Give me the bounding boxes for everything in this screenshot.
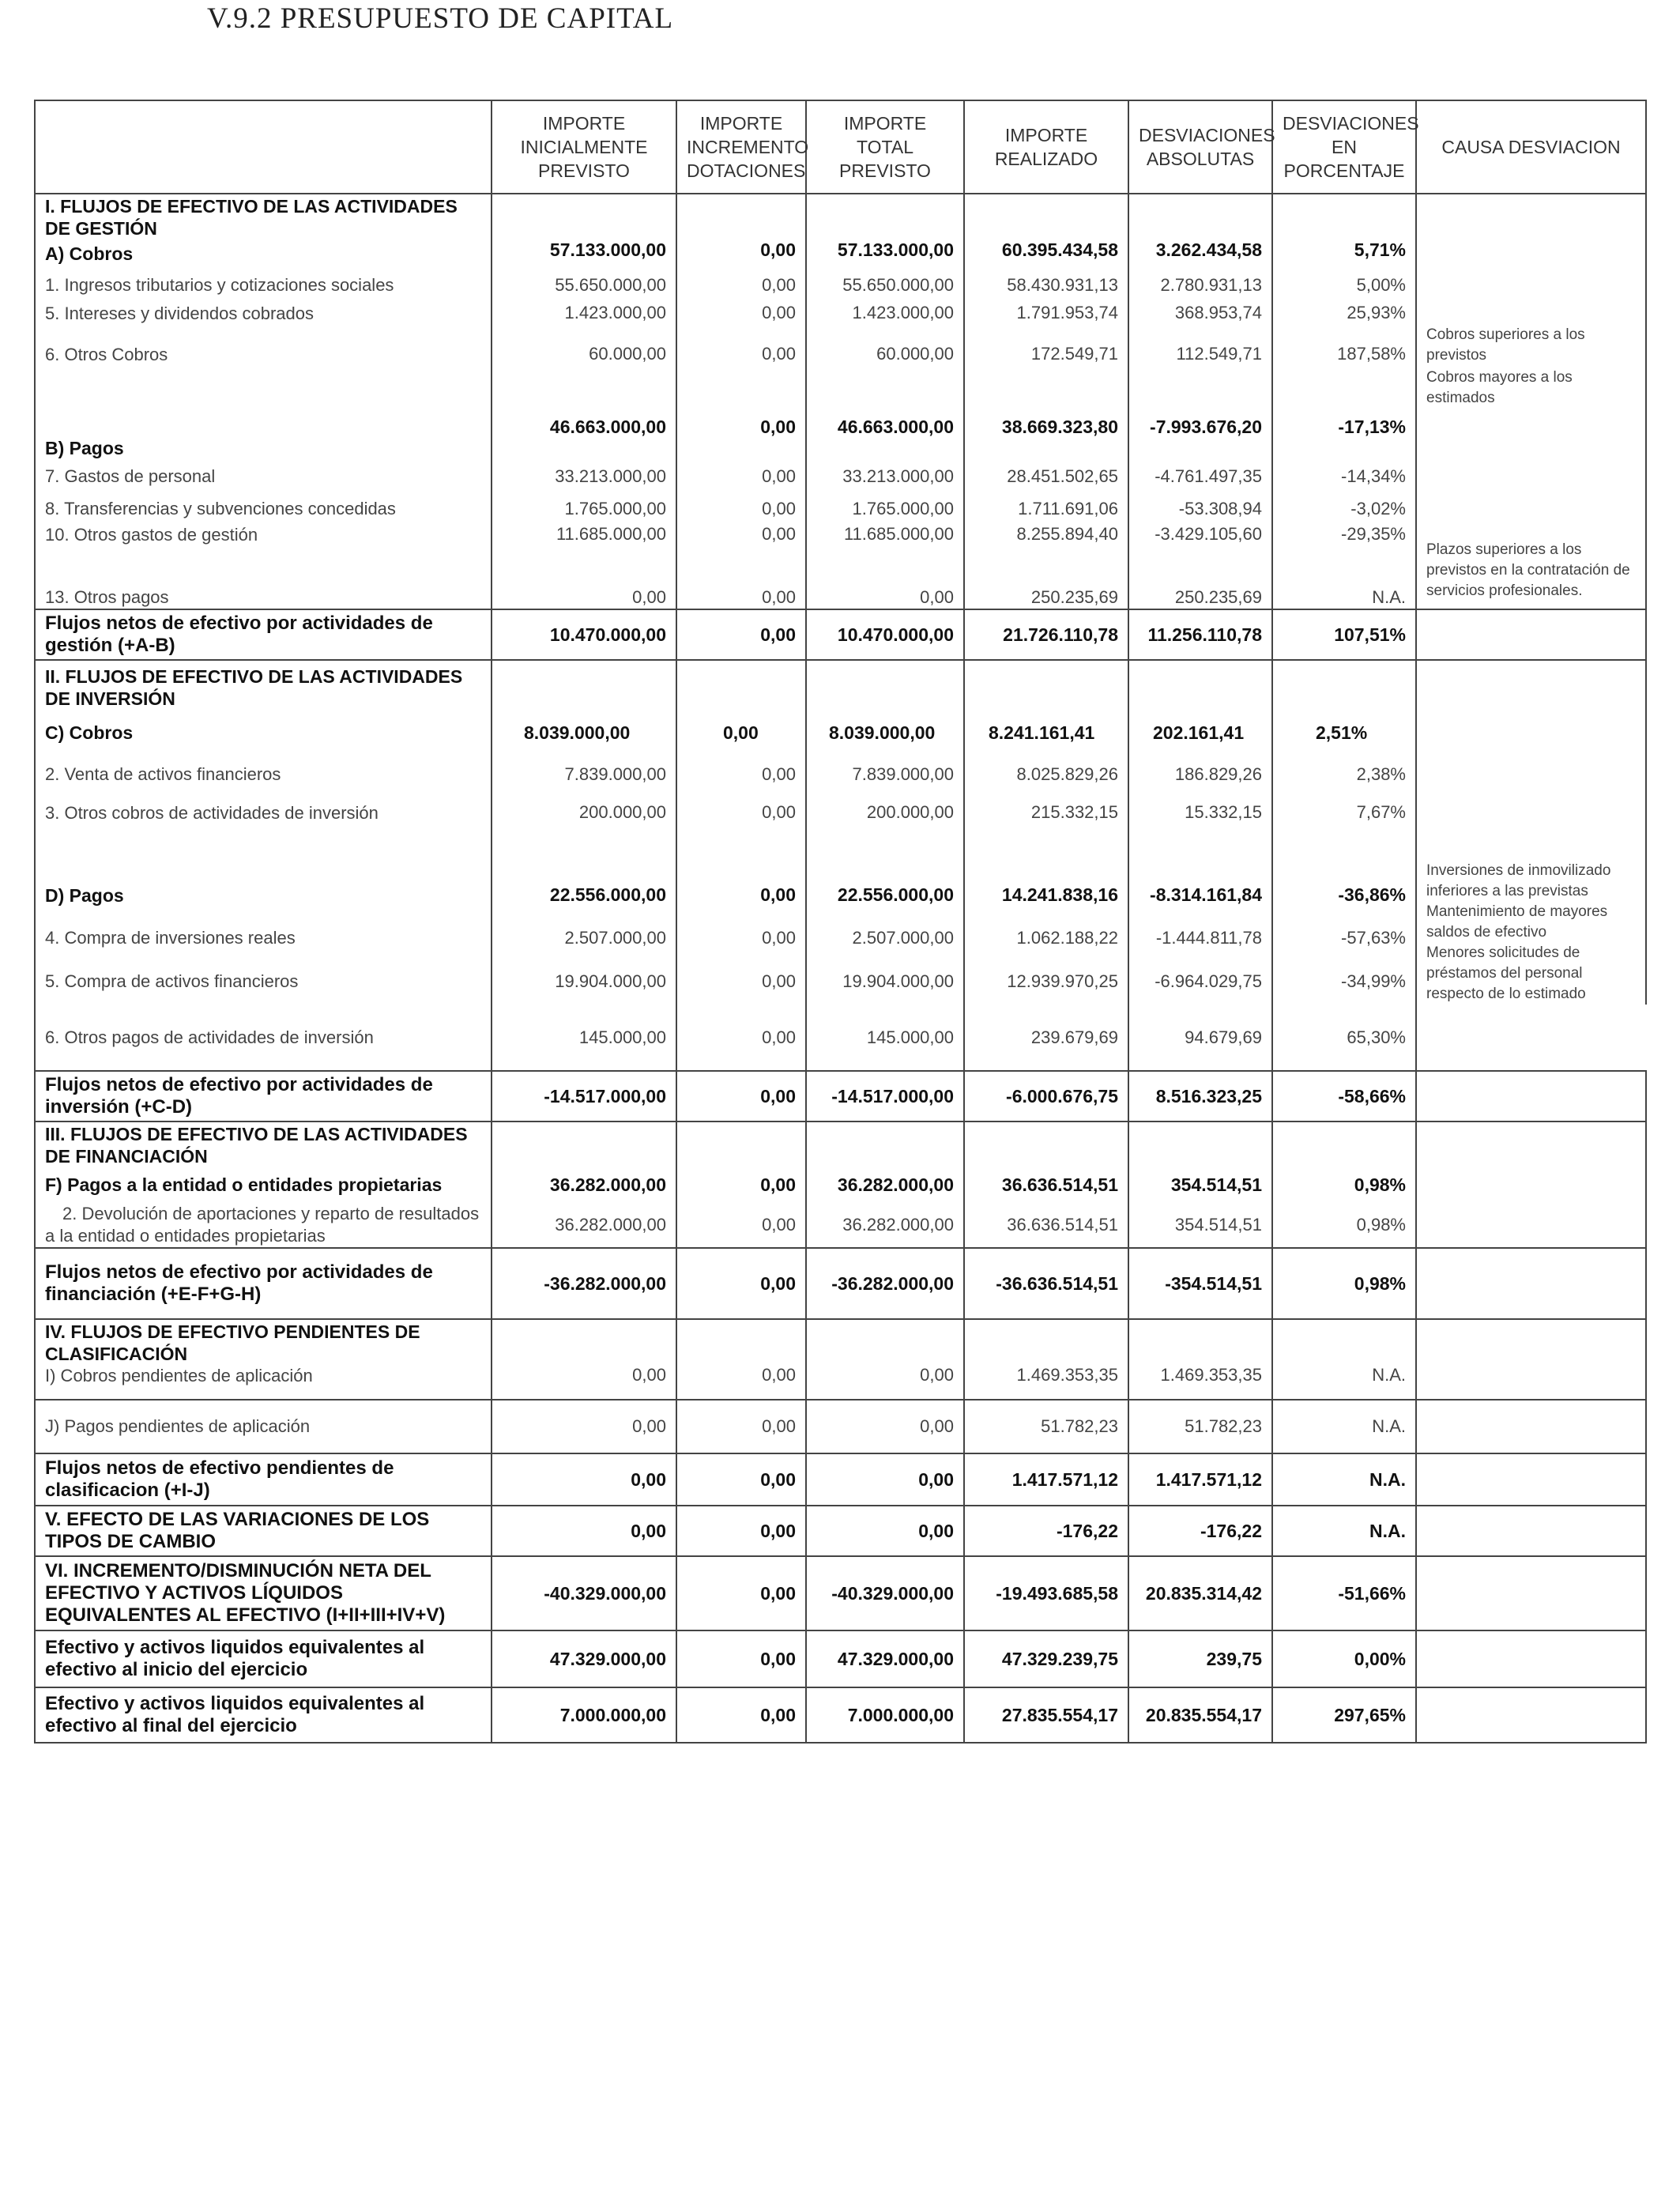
value-cell: 12.939.970,25 <box>964 959 1128 1005</box>
total-row <box>35 1556 1646 1630</box>
cause-note: Plazos superiores a los previstos en la contratación de servicios profesionales. <box>1426 541 1630 599</box>
row-label: I) Cobros pendientes de aplicación <box>35 1365 492 1400</box>
value-cell: 1.062.188,22 <box>964 917 1128 959</box>
value-cell: 0,00 <box>676 1005 806 1071</box>
value-cell: 51.782,23 <box>964 1400 1128 1453</box>
value-cell: 2,51% <box>1272 714 1416 752</box>
table-row <box>35 524 1646 586</box>
value-cell: 21.726.110,78 <box>964 609 1128 660</box>
table-row <box>35 752 1646 797</box>
row-label: 13. Otros pagos <box>35 586 492 609</box>
value-cell: N.A. <box>1272 586 1416 609</box>
value-cell: 0,00 <box>676 586 806 609</box>
value-cell: 1.423.000,00 <box>806 303 964 344</box>
value-cell: 28.451.502,65 <box>964 459 1128 494</box>
value-cell: 0,00 <box>676 239 806 268</box>
value-cell: 215.332,15 <box>964 797 1128 873</box>
value-cell: 0,00 <box>676 268 806 303</box>
row-label: 6. Otros pagos de actividades de inversión <box>35 1005 492 1071</box>
value-cell: 0,00 <box>676 752 806 797</box>
value-cell: 8.039.000,00 <box>492 714 676 752</box>
value-cell: 65,30% <box>1272 1005 1416 1071</box>
value-cell: 94.679,69 <box>1128 1005 1272 1071</box>
value-cell: 3.262.434,58 <box>1128 239 1272 268</box>
value-cell: 8.039.000,00 <box>806 714 964 752</box>
section-title: II. FLUJOS DE EFECTIVO DE LAS ACTIVIDADES DE INVERSIÓN <box>35 660 492 714</box>
value-cell: 36.282.000,00 <box>806 1167 964 1202</box>
row-label: J) Pagos pendientes de aplicación <box>35 1400 492 1453</box>
value-cell: 202.161,41 <box>1128 714 1272 752</box>
value-cell: -14,34% <box>1272 459 1416 494</box>
total-row <box>35 1506 1646 1556</box>
table-row <box>35 303 1646 344</box>
value-cell: -6.964.029,75 <box>1128 959 1272 1005</box>
value-cell: 0,00 <box>676 1167 806 1202</box>
value-cell: 1.417.571,12 <box>964 1453 1128 1506</box>
table-row <box>35 959 1646 1005</box>
value-cell: 200.000,00 <box>806 797 964 873</box>
value-cell: 368.953,74 <box>1128 303 1272 344</box>
table-row <box>35 1167 1646 1202</box>
cause-note: Cobros mayores a los estimados <box>1426 369 1573 406</box>
total-row <box>35 1248 1646 1319</box>
value-cell: 7.000.000,00 <box>492 1687 676 1743</box>
section-title: III. FLUJOS DE EFECTIVO DE LAS ACTIVIDADES DE FINANCIACIÓN <box>35 1122 492 1167</box>
value-cell: -53.308,94 <box>1128 494 1272 524</box>
value-cell: 60.395.434,58 <box>964 239 1128 268</box>
value-cell: 187,58% <box>1272 344 1416 417</box>
row-label: Flujos netos de efectivo por actividades de inversión (+C-D) <box>35 1071 492 1122</box>
value-cell: 239,75 <box>1128 1630 1272 1687</box>
page-title: V.9.2 PRESUPUESTO DE CAPITAL <box>207 2 674 35</box>
value-cell: -51,66% <box>1272 1556 1416 1630</box>
capital-budget-table <box>34 100 1647 1744</box>
value-cell: -36,86% <box>1272 873 1416 917</box>
value-cell: 0,00 <box>492 1506 676 1556</box>
value-cell: -40.329.000,00 <box>492 1556 676 1630</box>
value-cell: 46.663.000,00 <box>492 417 676 459</box>
value-cell: -7.993.676,20 <box>1128 417 1272 459</box>
row-label: Flujos netos de efectivo pendientes de clasificacion (+I-J) <box>35 1453 492 1506</box>
table-row <box>35 417 1646 459</box>
table-row <box>35 268 1646 303</box>
row-label: D) Pagos <box>35 873 492 917</box>
row-label: 7. Gastos de personal <box>35 459 492 494</box>
row-label: A) Cobros <box>35 239 492 268</box>
value-cell: 22.556.000,00 <box>806 873 964 917</box>
total-row <box>35 1453 1646 1506</box>
value-cell: 57.133.000,00 <box>492 239 676 268</box>
header-desviaciones-porcentaje: DESVIACIONES EN PORCENTAJE <box>1272 100 1416 194</box>
value-cell: 0,98% <box>1272 1248 1416 1319</box>
value-cell: 57.133.000,00 <box>806 239 964 268</box>
row-label: 10. Otros gastos de gestión <box>35 524 492 586</box>
value-cell: 10.470.000,00 <box>806 609 964 660</box>
header-row <box>35 100 1646 194</box>
value-cell: 8.241.161,41 <box>964 714 1128 752</box>
section-title-row <box>35 660 1646 714</box>
value-cell: 60.000,00 <box>492 344 676 417</box>
table-row <box>35 1365 1646 1400</box>
value-cell: 38.669.323,80 <box>964 417 1128 459</box>
value-cell: 51.782,23 <box>1128 1400 1272 1453</box>
value-cell: 354.514,51 <box>1128 1167 1272 1202</box>
table-row <box>35 586 1646 609</box>
value-cell: 0,00 <box>806 1365 964 1400</box>
row-label: Efectivo y activos liquidos equivalentes al efectivo al inicio del ejercicio <box>35 1630 492 1687</box>
row-label: Flujos netos de efectivo por actividades de gestión (+A-B) <box>35 609 492 660</box>
value-cell: 47.329.000,00 <box>492 1630 676 1687</box>
value-cell: -29,35% <box>1272 524 1416 586</box>
value-cell: 27.835.554,17 <box>964 1687 1128 1743</box>
section-title: I. FLUJOS DE EFECTIVO DE LAS ACTIVIDADES DE GESTIÓN <box>35 194 492 239</box>
value-cell: 36.282.000,00 <box>492 1202 676 1248</box>
table-row <box>35 873 1646 917</box>
value-cell: 0,00 <box>676 1687 806 1743</box>
value-cell: 1.469.353,35 <box>1128 1365 1272 1400</box>
table-row <box>35 1005 1646 1071</box>
value-cell: 20.835.314,42 <box>1128 1556 1272 1630</box>
value-cell: 33.213.000,00 <box>492 459 676 494</box>
value-cell: -34,99% <box>1272 959 1416 1005</box>
value-cell: 0,00 <box>676 1556 806 1630</box>
value-cell: -8.314.161,84 <box>1128 873 1272 917</box>
value-cell: 250.235,69 <box>964 586 1128 609</box>
value-cell: -176,22 <box>1128 1506 1272 1556</box>
value-cell: 107,51% <box>1272 609 1416 660</box>
section-title-row <box>35 1122 1646 1167</box>
value-cell: 7.839.000,00 <box>492 752 676 797</box>
value-cell: 58.430.931,13 <box>964 268 1128 303</box>
value-cell: -14.517.000,00 <box>806 1071 964 1122</box>
value-cell: 0,00 <box>676 524 806 586</box>
cause-cell <box>1416 1556 1646 1630</box>
table-row <box>35 797 1646 873</box>
value-cell: 1.423.000,00 <box>492 303 676 344</box>
value-cell: -19.493.685,58 <box>964 1556 1128 1630</box>
row-label: F) Pagos a la entidad o entidades propietarias <box>35 1167 492 1202</box>
value-cell: 7.839.000,00 <box>806 752 964 797</box>
value-cell: 1.765.000,00 <box>492 494 676 524</box>
row-label: 5. Compra de activos financieros <box>35 959 492 1005</box>
value-cell: 1.469.353,35 <box>964 1365 1128 1400</box>
value-cell: -4.761.497,35 <box>1128 459 1272 494</box>
value-cell: 0,00 <box>676 344 806 417</box>
value-cell: 0,00 <box>676 917 806 959</box>
header-incremento-dotaciones: IMPORTE INCREMENTO DOTACIONES <box>676 100 806 194</box>
value-cell: 145.000,00 <box>492 1005 676 1071</box>
value-cell: N.A. <box>1272 1453 1416 1506</box>
header-realizado: IMPORTE REALIZADO <box>964 100 1128 194</box>
value-cell: 46.663.000,00 <box>806 417 964 459</box>
value-cell: -17,13% <box>1272 417 1416 459</box>
value-cell: 0,00 <box>676 459 806 494</box>
value-cell: -1.444.811,78 <box>1128 917 1272 959</box>
value-cell: -6.000.676,75 <box>964 1071 1128 1122</box>
section-title-row <box>35 1319 1646 1365</box>
value-cell: 0,00 <box>676 303 806 344</box>
value-cell: 0,00 <box>676 417 806 459</box>
table-row <box>35 1400 1646 1453</box>
total-row <box>35 609 1646 660</box>
cause-cell-group <box>1416 194 1646 609</box>
header-desviaciones-absolutas: DESVIACIONES ABSOLUTAS <box>1128 100 1272 194</box>
value-cell: 0,00 <box>676 1400 806 1453</box>
value-cell: 0,00 <box>676 1365 806 1400</box>
total-row <box>35 1687 1646 1743</box>
cause-cell <box>1416 609 1646 660</box>
value-cell: 1.791.953,74 <box>964 303 1128 344</box>
cause-cell <box>1416 1687 1646 1743</box>
value-cell: 200.000,00 <box>492 797 676 873</box>
value-cell: 297,65% <box>1272 1687 1416 1743</box>
table-row <box>35 917 1646 959</box>
value-cell: 0,00 <box>492 1400 676 1453</box>
value-cell: 20.835.554,17 <box>1128 1687 1272 1743</box>
value-cell: -3,02% <box>1272 494 1416 524</box>
value-cell: N.A. <box>1272 1506 1416 1556</box>
value-cell: 55.650.000,00 <box>492 268 676 303</box>
value-cell: 145.000,00 <box>806 1005 964 1071</box>
value-cell: 112.549,71 <box>1128 344 1272 417</box>
section-title: IV. FLUJOS DE EFECTIVO PENDIENTES DE CLASIFICACIÓN <box>35 1319 492 1365</box>
value-cell: N.A. <box>1272 1365 1416 1400</box>
value-cell: 2.507.000,00 <box>492 917 676 959</box>
cause-cell <box>1416 1071 1646 1122</box>
table-row <box>35 714 1646 752</box>
table-row <box>35 239 1646 268</box>
total-row <box>35 1630 1646 1687</box>
value-cell: 47.329.239,75 <box>964 1630 1128 1687</box>
value-cell: 0,00% <box>1272 1630 1416 1687</box>
value-cell: 0,00 <box>676 1506 806 1556</box>
row-label: VI. INCREMENTO/DISMINUCIÓN NETA DEL EFECTIVO Y ACTIVOS LÍQUIDOS EQUIVALENTES AL EFECTIVO (I+II+III+IV+V) <box>35 1556 492 1630</box>
value-cell: -36.282.000,00 <box>492 1248 676 1319</box>
value-cell: -40.329.000,00 <box>806 1556 964 1630</box>
value-cell: 60.000,00 <box>806 344 964 417</box>
value-cell: 0,00 <box>676 797 806 873</box>
value-cell: -176,22 <box>964 1506 1128 1556</box>
value-cell: 0,00 <box>806 1453 964 1506</box>
value-cell: -354.514,51 <box>1128 1248 1272 1319</box>
cause-note: Mantenimiento de mayores saldos de efectivo <box>1426 903 1608 941</box>
value-cell: 11.685.000,00 <box>492 524 676 586</box>
value-cell: 55.650.000,00 <box>806 268 964 303</box>
cause-note: Inversiones de inmovilizado inferiores a las previstas <box>1426 862 1611 899</box>
value-cell: 0,00 <box>676 1202 806 1248</box>
row-label: Flujos netos de efectivo por actividades de financiación (+E-F+G-H) <box>35 1248 492 1319</box>
value-cell: 8.516.323,25 <box>1128 1071 1272 1122</box>
value-cell: 36.636.514,51 <box>964 1202 1128 1248</box>
value-cell: -58,66% <box>1272 1071 1416 1122</box>
row-label: B) Pagos <box>35 417 492 459</box>
row-label: C) Cobros <box>35 714 492 752</box>
value-cell: 0,00 <box>806 1506 964 1556</box>
row-label: 6. Otros Cobros <box>35 344 492 417</box>
value-cell: 10.470.000,00 <box>492 609 676 660</box>
value-cell: 36.282.000,00 <box>492 1167 676 1202</box>
value-cell: 0,00 <box>676 494 806 524</box>
cause-cell <box>1416 1506 1646 1556</box>
value-cell: 14.241.838,16 <box>964 873 1128 917</box>
value-cell: 0,00 <box>676 873 806 917</box>
header-total-previsto: IMPORTE TOTAL PREVISTO <box>806 100 964 194</box>
value-cell: 47.329.000,00 <box>806 1630 964 1687</box>
value-cell: 239.679,69 <box>964 1005 1128 1071</box>
value-cell: 36.282.000,00 <box>806 1202 964 1248</box>
value-cell: 0,00 <box>676 1630 806 1687</box>
value-cell: 0,98% <box>1272 1167 1416 1202</box>
cause-note: Cobros superiores a los previstos <box>1426 326 1585 364</box>
value-cell: 8.025.829,26 <box>964 752 1128 797</box>
value-cell: -3.429.105,60 <box>1128 524 1272 586</box>
value-cell: 7.000.000,00 <box>806 1687 964 1743</box>
value-cell: 0,00 <box>676 714 806 752</box>
value-cell: 0,00 <box>676 959 806 1005</box>
value-cell: 0,00 <box>492 1453 676 1506</box>
value-cell: 15.332,15 <box>1128 797 1272 873</box>
value-cell: 11.685.000,00 <box>806 524 964 586</box>
value-cell: 11.256.110,78 <box>1128 609 1272 660</box>
value-cell: 8.255.894,40 <box>964 524 1128 586</box>
value-cell: 186.829,26 <box>1128 752 1272 797</box>
row-label: 4. Compra de inversiones reales <box>35 917 492 959</box>
value-cell: 0,00 <box>492 586 676 609</box>
value-cell: 250.235,69 <box>1128 586 1272 609</box>
table-row <box>35 1202 1646 1248</box>
row-label: 2. Venta de activos financieros <box>35 752 492 797</box>
cause-cell <box>1416 1630 1646 1687</box>
value-cell: 22.556.000,00 <box>492 873 676 917</box>
table-row <box>35 344 1646 417</box>
value-cell: 2,38% <box>1272 752 1416 797</box>
cause-note: Menores solicitudes de préstamos del personal respecto de lo estimado <box>1426 944 1586 1002</box>
value-cell: -36.636.514,51 <box>964 1248 1128 1319</box>
value-cell: 5,00% <box>1272 268 1416 303</box>
value-cell: 0,98% <box>1272 1202 1416 1248</box>
total-row <box>35 1071 1646 1122</box>
value-cell: 354.514,51 <box>1128 1202 1272 1248</box>
value-cell: 0,00 <box>676 1248 806 1319</box>
value-cell: N.A. <box>1272 1400 1416 1453</box>
row-label: 5. Intereses y dividendos cobrados <box>35 303 492 344</box>
cause-cell-group <box>1416 660 1646 1005</box>
value-cell: 172.549,71 <box>964 344 1128 417</box>
value-cell: 1.765.000,00 <box>806 494 964 524</box>
header-causa-desviacion: CAUSA DESVIACION <box>1416 100 1646 194</box>
row-label: 1. Ingresos tributarios y cotizaciones sociales <box>35 268 492 303</box>
value-cell: 33.213.000,00 <box>806 459 964 494</box>
row-label: 2. Devolución de aportaciones y reparto de resultados a la entidad o entidades propietarias <box>35 1202 492 1248</box>
section-title-row <box>35 194 1646 239</box>
row-label: 3. Otros cobros de actividades de inversión <box>35 797 492 873</box>
value-cell: -57,63% <box>1272 917 1416 959</box>
header-inicialmente-previsto: IMPORTE INICIALMENTE PREVISTO <box>492 100 676 194</box>
value-cell: 0,00 <box>676 609 806 660</box>
value-cell: -14.517.000,00 <box>492 1071 676 1122</box>
row-label: V. EFECTO DE LAS VARIACIONES DE LOS TIPOS DE CAMBIO <box>35 1506 492 1556</box>
value-cell: 0,00 <box>492 1365 676 1400</box>
row-label: 8. Transferencias y subvenciones concedidas <box>35 494 492 524</box>
table-row <box>35 459 1646 494</box>
value-cell: 19.904.000,00 <box>806 959 964 1005</box>
value-cell: 0,00 <box>676 1453 806 1506</box>
value-cell: 0,00 <box>676 1071 806 1122</box>
value-cell: 36.636.514,51 <box>964 1167 1128 1202</box>
value-cell: -36.282.000,00 <box>806 1248 964 1319</box>
value-cell: 19.904.000,00 <box>492 959 676 1005</box>
cause-cell <box>1416 1453 1646 1506</box>
value-cell: 2.780.931,13 <box>1128 268 1272 303</box>
value-cell: 0,00 <box>806 586 964 609</box>
value-cell: 1.711.691,06 <box>964 494 1128 524</box>
value-cell: 5,71% <box>1272 239 1416 268</box>
row-label: Efectivo y activos liquidos equivalentes al efectivo al final del ejercicio <box>35 1687 492 1743</box>
value-cell: 25,93% <box>1272 303 1416 344</box>
value-cell: 0,00 <box>806 1400 964 1453</box>
header-concept <box>35 100 492 194</box>
value-cell: 1.417.571,12 <box>1128 1453 1272 1506</box>
cause-cell <box>1416 1248 1646 1319</box>
table-row <box>35 494 1646 524</box>
value-cell: 7,67% <box>1272 797 1416 873</box>
value-cell: 2.507.000,00 <box>806 917 964 959</box>
